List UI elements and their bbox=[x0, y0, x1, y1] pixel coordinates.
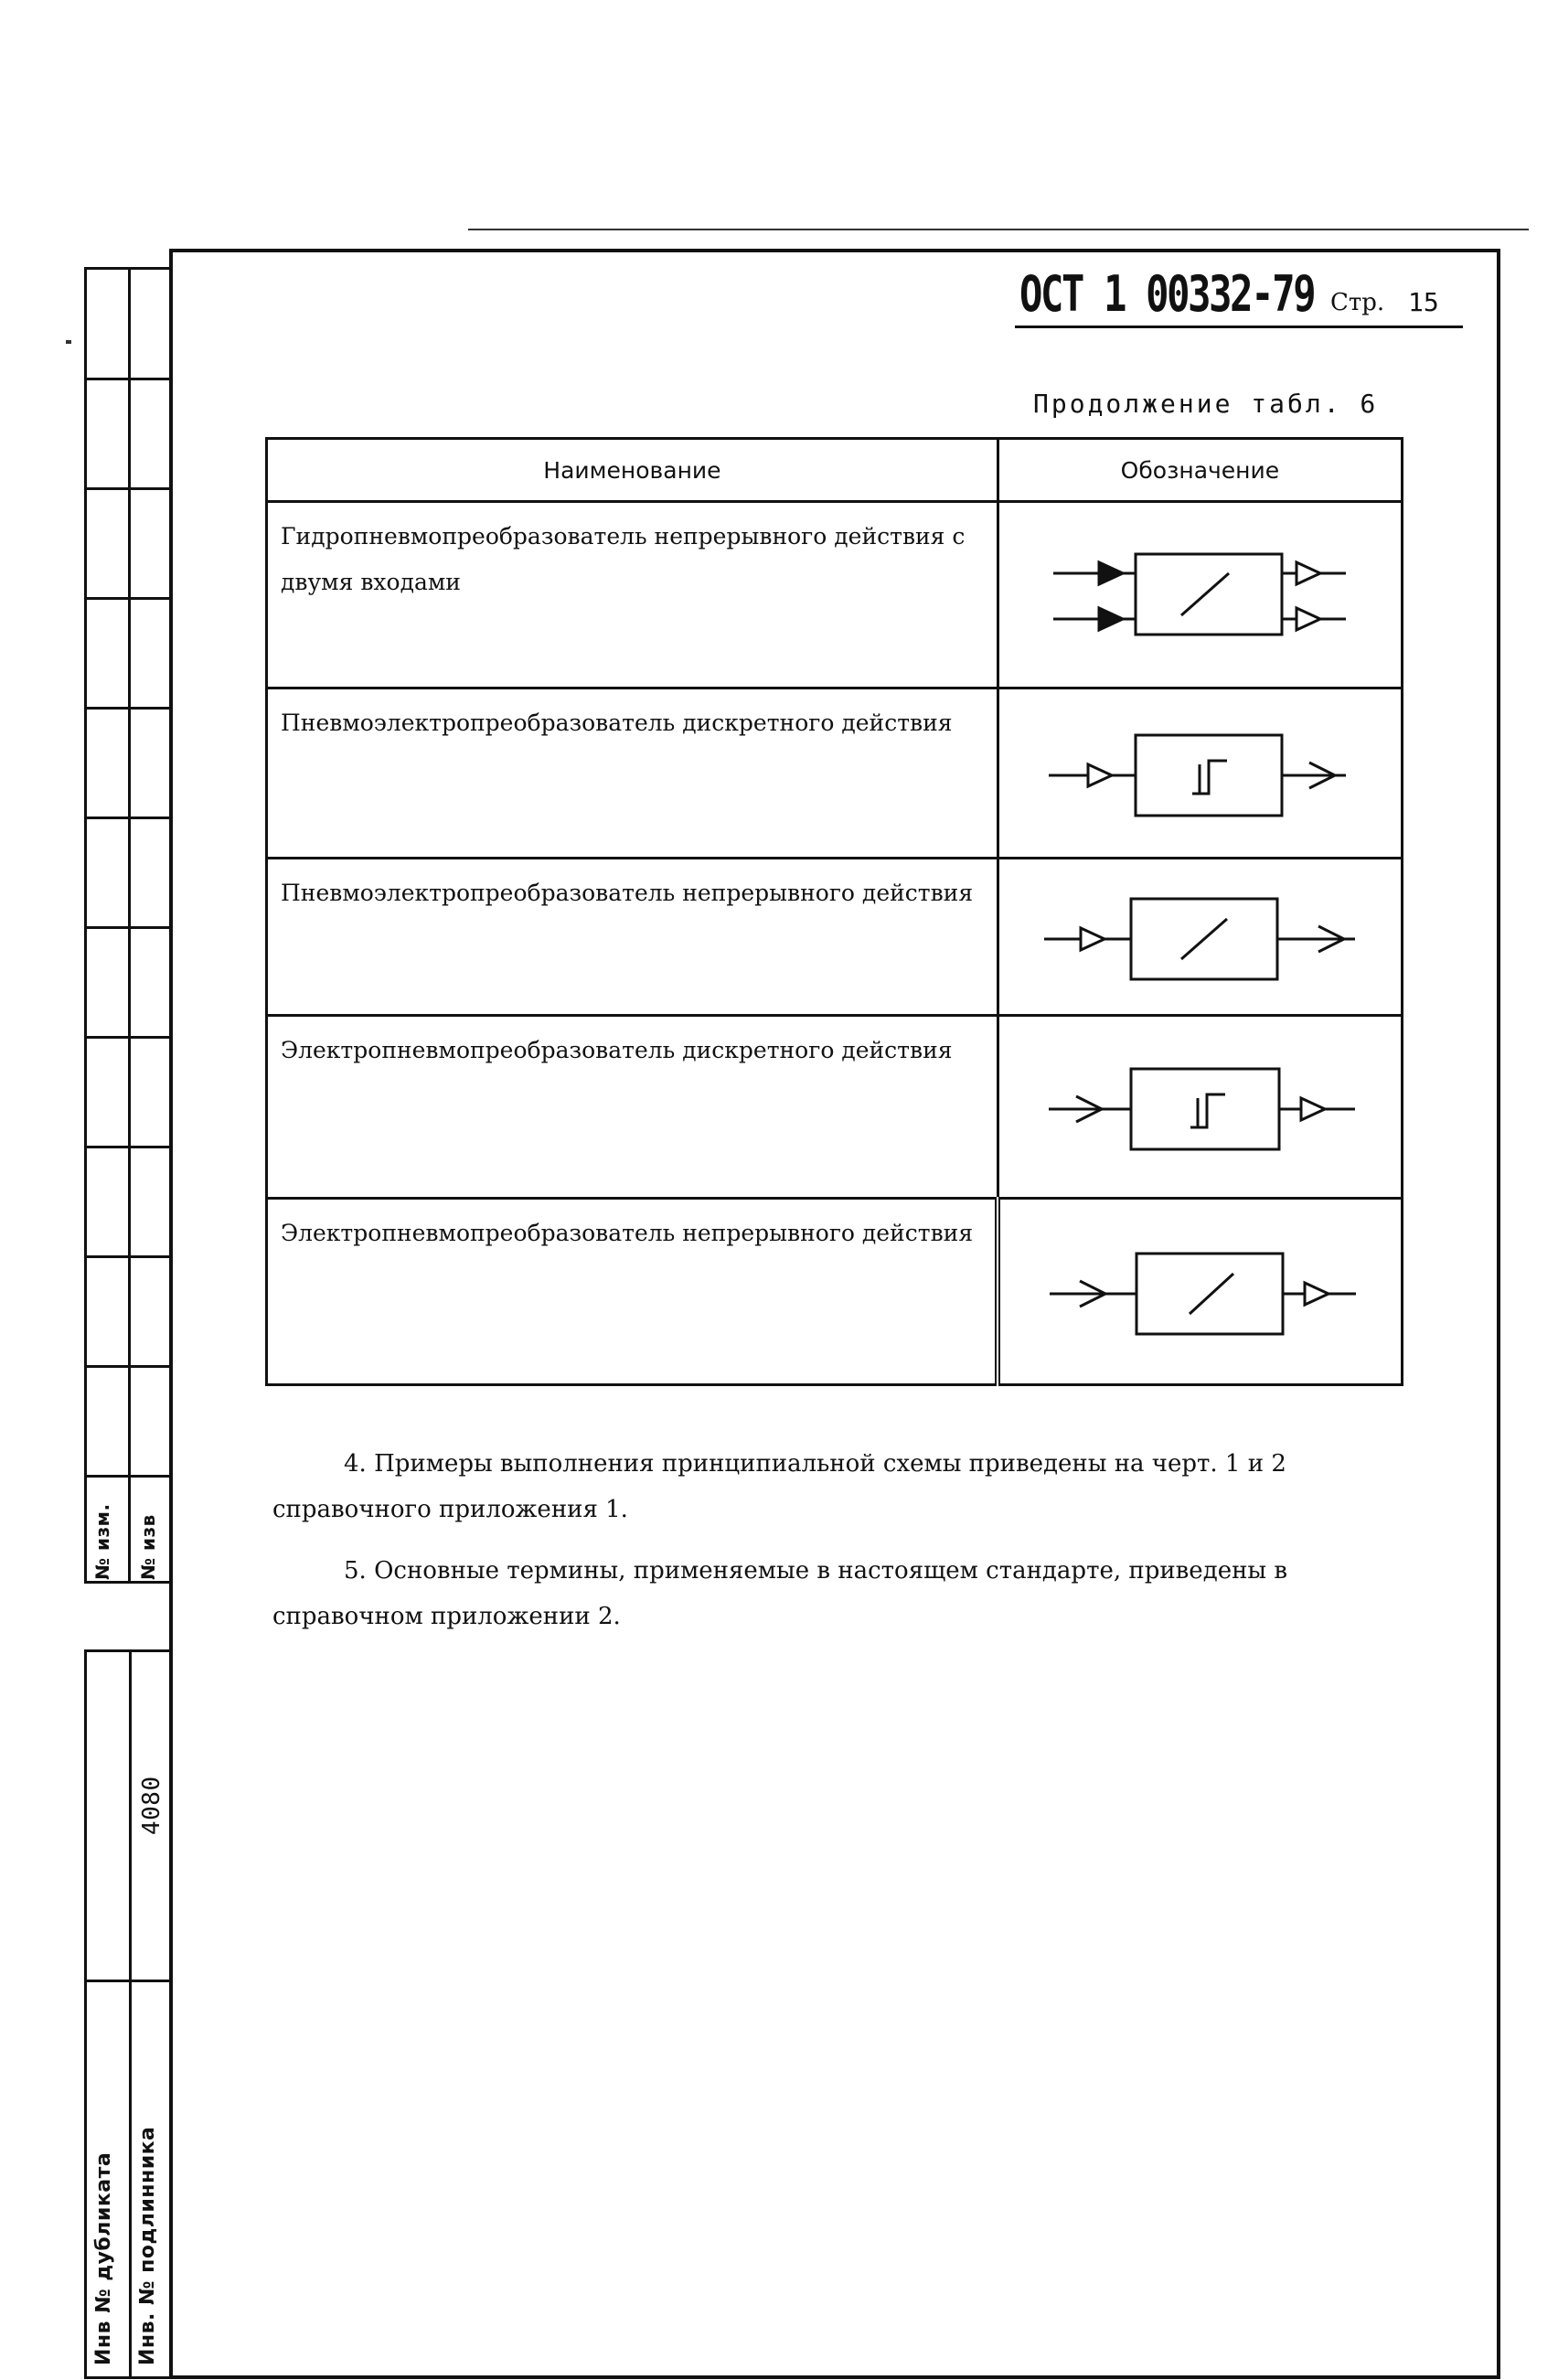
table-row bbox=[267, 1016, 1403, 1199]
left-stamp-strip bbox=[84, 267, 172, 2379]
header-underline bbox=[1015, 326, 1463, 328]
page-number: 15 bbox=[1408, 287, 1439, 317]
stamp-cell bbox=[131, 1036, 169, 1039]
stamp-cell bbox=[87, 378, 128, 380]
symbols-table bbox=[265, 437, 1403, 1386]
change-number-label: № изм. bbox=[91, 1503, 113, 1580]
row-symbol bbox=[998, 502, 1402, 688]
original-inventory-label: Инв. № подлинника bbox=[136, 2126, 159, 2365]
table-row bbox=[267, 1199, 1403, 1385]
page-label: Стр. bbox=[1330, 289, 1385, 316]
row-name: Гидропневмопреобразователь непрерывного действия с двумя входами bbox=[267, 502, 998, 688]
stamp-cell bbox=[87, 1036, 128, 1039]
table-row bbox=[267, 688, 1403, 859]
margin-mark bbox=[66, 340, 71, 344]
stamp-cell bbox=[131, 707, 169, 710]
stamp-cell bbox=[131, 1255, 169, 1258]
column-header-symbol: Обозначение bbox=[998, 439, 1402, 502]
original-inventory-value: 4080 bbox=[138, 1776, 165, 1835]
stamp-cell bbox=[131, 487, 169, 490]
stamp-cell bbox=[131, 1365, 169, 1368]
stamp-cell bbox=[87, 816, 128, 819]
paragraph-4 bbox=[272, 1441, 1351, 1532]
stamp-cell bbox=[87, 707, 128, 710]
inventory-split bbox=[129, 1652, 132, 2376]
stamp-cell bbox=[131, 926, 169, 929]
row-name: Пневмоэлектропреобразователь непрерывного действия bbox=[267, 859, 998, 1016]
stamp-column-2 bbox=[128, 267, 172, 1584]
row-name: Пневмоэлектропреобразователь дискретного действия bbox=[267, 688, 998, 859]
table-continuation-caption: Продолжение табл. 6 bbox=[1033, 389, 1379, 419]
paragraph-text: 5. Основные термины, применяемые в настоящем стандарте, приведены в справочном приложении 2. bbox=[272, 1557, 1288, 1630]
row-name: Электропневмопреобразователь непрерывного действия bbox=[267, 1199, 998, 1385]
row-symbol bbox=[998, 859, 1402, 1016]
pneumo-electric-converter-continuous-symbol bbox=[1026, 882, 1373, 992]
inventory-divider bbox=[87, 1980, 169, 1982]
table-row bbox=[267, 859, 1403, 1016]
row-name: Электропневмопреобразователь дискретного действия bbox=[267, 1016, 998, 1199]
hydro-pneumo-converter-continuous-two-inputs-symbol bbox=[1035, 531, 1364, 659]
stamp-cell bbox=[131, 816, 169, 819]
row-symbol bbox=[998, 1199, 1402, 1385]
stamp-cell bbox=[131, 1146, 169, 1148]
stamp-cell bbox=[87, 487, 128, 490]
paragraph-text: 4. Примеры выполнения принципиальной схемы приведены на черт. 1 и 2 справочного приложения 1. bbox=[272, 1450, 1286, 1523]
stamp-cell bbox=[87, 1365, 128, 1368]
column-header-name: Наименование bbox=[267, 439, 998, 502]
table-row bbox=[267, 502, 1403, 688]
stamp-cell bbox=[131, 1475, 169, 1478]
stamp-cell bbox=[87, 1255, 128, 1258]
pneumo-electric-converter-discrete-symbol bbox=[1035, 719, 1364, 828]
row-symbol bbox=[998, 688, 1402, 859]
electro-pneumo-converter-continuous-symbol bbox=[1027, 1237, 1374, 1347]
document-code: ОСТ 1 00332-79 bbox=[1019, 265, 1315, 323]
stamp-column-1 bbox=[84, 267, 128, 1584]
stamp-cell bbox=[87, 1475, 128, 1478]
frame-top-line bbox=[468, 229, 1529, 230]
inventory-stamp bbox=[84, 1649, 172, 2379]
stamp-cell bbox=[131, 597, 169, 600]
notice-number-label: № изв bbox=[137, 1514, 159, 1580]
stamp-cell bbox=[87, 1146, 128, 1148]
paragraph-5 bbox=[272, 1548, 1351, 1639]
duplicate-inventory-label: Инв № дубликата bbox=[92, 2151, 115, 2365]
stamp-cell bbox=[131, 378, 169, 380]
stamp-cell bbox=[87, 926, 128, 929]
table-header-row bbox=[267, 439, 1403, 502]
electro-pneumo-converter-discrete-symbol bbox=[1030, 1052, 1369, 1162]
stamp-cell bbox=[87, 597, 128, 600]
row-symbol bbox=[998, 1016, 1402, 1199]
